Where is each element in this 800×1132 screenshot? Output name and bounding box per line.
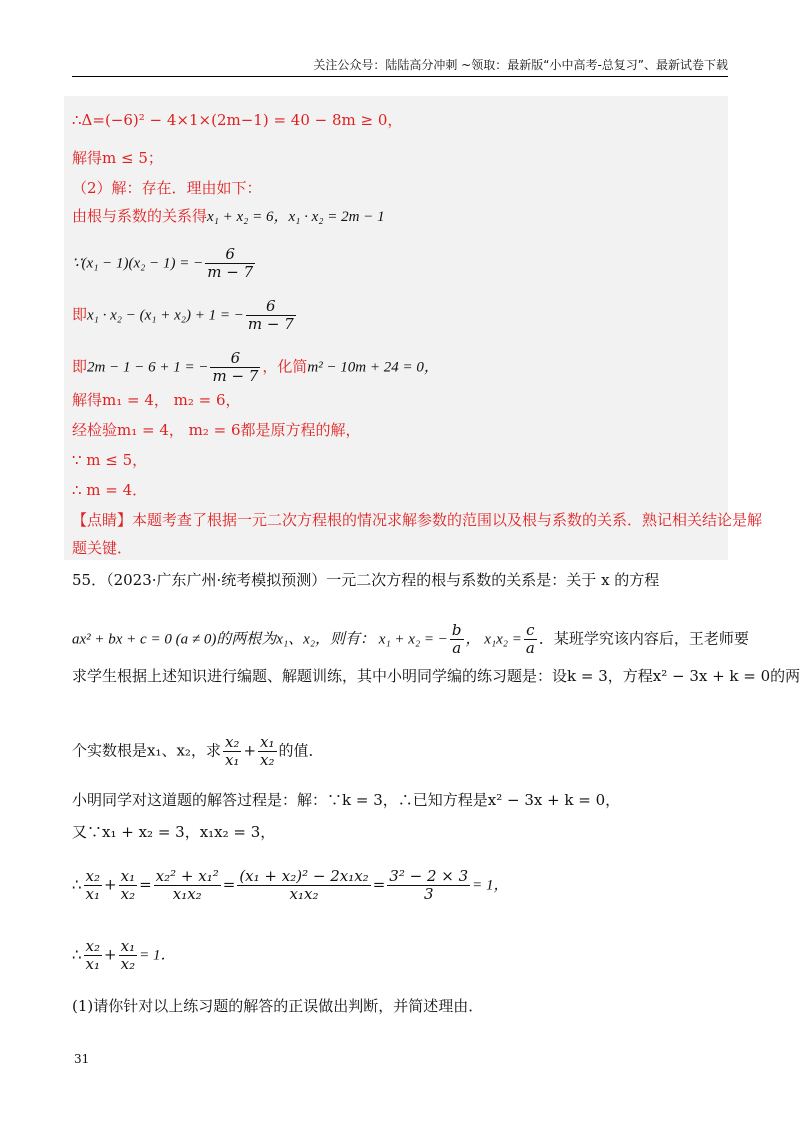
therefore-sign: ∴	[72, 875, 82, 894]
problem-line-3: 求学生根据上述知识进行编题、解题训练，其中小明同学编的练习题是：设k = 3，方程x² − 3x + k = 0的两	[72, 667, 800, 685]
sol-line-3: （2）解：存在．理由如下：	[72, 179, 262, 197]
sol-line-8: 解得m₁ = 4， m₂ = 6，	[72, 391, 241, 409]
frac-den: x₁	[224, 751, 240, 769]
problem-line-4-a: 个实数根是x₁、x₂，求	[72, 741, 221, 760]
sol-line-7-frac	[210, 350, 260, 385]
frac-c	[154, 868, 221, 903]
frac-a	[84, 938, 102, 973]
frac-num: 6	[205, 246, 255, 264]
page-header: 关注公众号：陆陆高分冲刺 ~领取：最新版“小中高考-总复习”、最新试卷下载	[72, 56, 728, 77]
sol-line-7-tail-text: ，化简	[262, 357, 308, 376]
sol-line-1: ∴Δ=(−6)² − 4×1×(2m−1) = 40 − 8m ≥ 0，	[72, 111, 403, 129]
frac-num: x₂² + x₁²	[155, 867, 219, 885]
frac-den: a	[452, 639, 462, 657]
therefore-sign: ∴	[72, 945, 82, 964]
problem-frac-x1-x2	[258, 734, 276, 769]
frac-den: x₂	[120, 885, 136, 903]
frac-num: (x₁ + x₂)² − 2x₁x₂	[239, 867, 369, 885]
frac-den: m − 7	[247, 315, 294, 333]
frac-den: 3	[423, 885, 434, 903]
problem-line-5: 小明同学对这道题的解答过程是：解：∵k = 3，∴已知方程是x² − 3x + k = 0，	[72, 791, 621, 809]
problem-line-2-b: ， x₁x₂ =	[465, 631, 522, 648]
frac-num: x₁	[120, 937, 136, 955]
frac-den: x₂	[120, 955, 136, 973]
frac-e	[387, 868, 470, 903]
dianjing-line-1: 【点睛】本题考查了根据一元二次方程根的情况求解参数的范围以及根与系数的关系．熟记相关结论是解	[72, 511, 763, 529]
sol-line-6-math: x₁ · x₂ − (x₁ + x₂) + 1 = −	[87, 307, 244, 324]
problem-line-2-a: ax² + bx + c = 0 (a ≠ 0)的两根为x₁、x₂，则有： x₁ + x₂ = −	[72, 631, 448, 648]
sol-line-7-tail-math: m² − 10m + 24 = 0，	[307, 359, 439, 376]
sol-line-6-frac	[246, 298, 296, 333]
problem-line-2-c: ．某班学究该内容后，王老师要	[538, 629, 749, 648]
sol-line-5-math: ∵(x₁ − 1)(x₂ − 1) = −	[72, 255, 204, 272]
frac-num: x₁	[260, 733, 275, 751]
problem-line-6: 又∵x₁ + x₂ = 3，x₁x₂ = 3，	[72, 823, 276, 841]
problem-frac-b-over-a	[450, 622, 464, 657]
frac-num: x₂	[85, 867, 101, 885]
frac-den: x₂	[260, 751, 275, 769]
problem-line-4: 个实数根是x₁、x₂，求 $\frac{\text{x₂}}{\text{x₁}}$ + $\frac{\text{x₁}}{\text{x₂}}$ 的值．	[72, 733, 324, 769]
frac-num: 6	[246, 298, 296, 316]
sol-line-4	[72, 206, 385, 227]
page-number: 31	[74, 1052, 90, 1066]
sol-line-5	[72, 246, 257, 281]
sol-line-10: ∵ m ≤ 5，	[72, 451, 148, 469]
sol-line-7	[72, 350, 439, 385]
sol-line-11: ∴ m = 4．	[72, 481, 148, 499]
frac-num: x₂	[85, 937, 101, 955]
sol-line-4-text: 由根与系数的关系得	[72, 207, 208, 225]
frac-num: 3² − 2 × 3	[389, 867, 469, 885]
sol-line-4-math: x₁ + x₂ = 6，x₁ · x₂ = 2m − 1	[207, 209, 385, 225]
frac-den: x₁x₂	[289, 885, 319, 903]
frac-b	[119, 868, 137, 903]
problem-frac-x2-x1	[223, 734, 241, 769]
problem-frac-c-over-a	[524, 622, 537, 657]
sol-line-9: 经检验m₁ = 4， m₂ = 6都是原方程的解，	[72, 421, 361, 439]
problem-line-8-tail: = 1．	[139, 947, 176, 964]
problem-line-4-b: 的值．	[278, 741, 324, 760]
sol-line-7-math: 2m − 1 − 6 + 1 = −	[87, 359, 209, 376]
frac-a	[84, 868, 102, 903]
frac-b	[119, 938, 137, 973]
frac-den: x₁	[85, 885, 101, 903]
frac-den: x₁	[85, 955, 101, 973]
problem-line-7: ∴ $\frac{\text{x₂}}{\text{x₁}}$ + $\frac{\text{x₁}}{\text{x₂}}$ = $\frac{\text{x₂² + x₁²}}{\text{x₁x₂}}$ = $\frac{\text{(x₁ + x₂)² − 2x₁x₂}}{\text{x₁x₂}}$ = $\frac{\text{3² − 2 × 3}}{3}$ = 1，	[72, 867, 509, 903]
problem-line-2	[72, 622, 749, 657]
problem-line-1: 55．（2023·广东广州·统考模拟预测）一元二次方程的根与系数的关系是：关于 x 的方程	[72, 571, 660, 589]
problem-line-8: ∴ $\frac{\text{x₂}}{\text{x₁}}$ + $\frac{\text{x₁}}{\text{x₂}}$ = 1．	[72, 937, 176, 973]
sol-line-6	[72, 298, 298, 333]
sol-line-2: 解得m ≤ 5；	[72, 149, 163, 167]
sol-line-6-text: 即	[72, 305, 88, 324]
frac-den: m − 7	[207, 263, 254, 281]
frac-num: c	[524, 622, 537, 640]
frac-num: x₂	[224, 733, 240, 751]
problem-line-7-tail: = 1，	[472, 877, 509, 894]
frac-d	[237, 868, 370, 903]
dianjing-line-2: 题关键．	[72, 539, 133, 557]
frac-den: a	[525, 639, 535, 657]
frac-num: x₁	[120, 867, 136, 885]
problem-line-9: (1)请你针对以上练习题的解答的正误做出判断，并简述理由．	[72, 997, 484, 1015]
sol-line-7-text: 即	[72, 357, 88, 376]
frac-num: 6	[210, 350, 260, 368]
frac-den: x₁x₂	[172, 885, 202, 903]
frac-num: b	[451, 621, 462, 639]
sol-line-5-frac	[205, 246, 255, 281]
frac-den: m − 7	[212, 367, 259, 385]
